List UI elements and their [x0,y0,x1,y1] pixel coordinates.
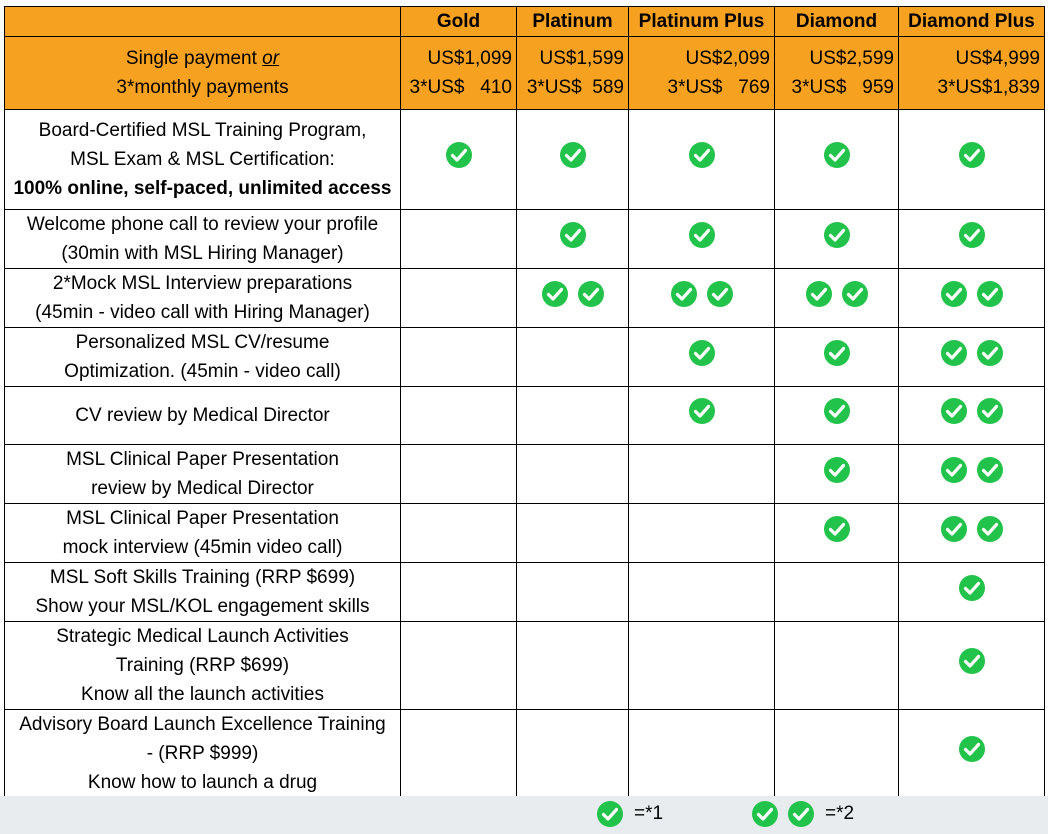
check-cell-gold [401,269,517,328]
check-cell-diamond-plus [899,445,1045,504]
check-circle-icon [751,800,779,828]
feature-row [5,563,1045,622]
check-cell-gold [401,110,517,210]
check-circle-icon [976,456,1004,484]
check-circle-icon [541,280,569,308]
check-circle-icon [787,800,815,828]
check-group [688,141,716,169]
check-cell-diamond [775,269,899,328]
feature-label-line: Board-Certified MSL Training Program, [38,120,367,141]
feature-label-cell [5,710,401,798]
check-group [958,141,986,169]
feature-label-line: MSL Exam & MSL Certification: [70,149,335,170]
feature-label-line: Know how to launch a drug [87,772,318,793]
check-circle-icon [823,515,851,543]
check-circle-icon [688,339,716,367]
check-group [823,515,851,543]
feature-row [5,210,1045,269]
check-cell-platinum-plus [629,710,775,798]
check-circle-icon [823,141,851,169]
feature-label-line: Personalized MSL CV/resume [75,332,330,353]
feature-label-line: Optimization. (45min - video call) [64,361,341,382]
feature-label-line: MSL Clinical Paper Presentation [66,508,339,529]
tier-platinum-plus-header: Platinum Plus [629,7,775,37]
check-group [688,397,716,425]
tier-platinum-header: Platinum [517,7,629,37]
price-single: US$1,599 [539,48,624,69]
payment-label-monthly: 3*monthly payments [116,77,289,98]
check-circle-icon [596,800,624,828]
check-cell-gold [401,622,517,710]
check-circle-icon [805,280,833,308]
feature-label-cell [5,563,401,622]
check-cell-diamond [775,328,899,387]
check-circle-icon [688,221,716,249]
feature-label-line: Know all the launch activities [81,684,324,705]
check-group [559,221,587,249]
price-diamond [775,37,899,110]
check-cell-platinum [517,504,629,563]
price-platinum-plus [629,37,775,110]
feature-row [5,269,1045,328]
feature-label-line: review by Medical Director [91,478,314,499]
check-group [688,221,716,249]
feature-row [5,110,1045,210]
check-cell-gold [401,445,517,504]
check-cell-diamond-plus [899,563,1045,622]
price-monthly: 3*US$ 959 [791,77,894,98]
feature-label-line: Welcome phone call to review your profile [26,214,379,235]
check-cell-diamond [775,387,899,445]
check-cell-platinum-plus [629,387,775,445]
check-circle-icon [823,397,851,425]
check-cell-platinum [517,110,629,210]
check-group [823,141,851,169]
check-cell-gold [401,328,517,387]
check-circle-icon [559,141,587,169]
check-cell-diamond [775,622,899,710]
price-monthly: 3*US$ 589 [526,77,624,98]
check-circle-icon [976,280,1004,308]
check-cell-diamond [775,445,899,504]
check-circle-icon [958,735,986,763]
check-group [823,456,851,484]
check-cell-platinum [517,210,629,269]
check-circle-icon [706,280,734,308]
feature-label-line: CV review by Medical Director [75,405,330,426]
price-single: US$2,099 [685,48,770,69]
legend-single [596,800,663,828]
check-cell-diamond-plus [899,110,1045,210]
legend-double-label: =*2 [825,803,855,824]
feature-row [5,445,1045,504]
check-group [823,221,851,249]
check-circle-icon [670,280,698,308]
check-cell-diamond [775,210,899,269]
feature-rows [5,110,1045,798]
check-cell-gold [401,710,517,798]
check-circle-icon [688,397,716,425]
check-cell-gold [401,563,517,622]
check-cell-platinum-plus [629,328,775,387]
check-group [559,141,587,169]
check-group [958,221,986,249]
check-cell-platinum-plus [629,504,775,563]
check-group [958,574,986,602]
check-group [688,339,716,367]
feature-label-line: Strategic Medical Launch Activities [56,626,349,647]
feature-label-line: mock interview (45min video call) [62,537,343,558]
check-cell-diamond-plus [899,622,1045,710]
check-cell-platinum-plus [629,445,775,504]
check-cell-diamond-plus [899,504,1045,563]
feature-label-cell [5,622,401,710]
feature-row [5,710,1045,798]
check-circle-icon [976,397,1004,425]
feature-row [5,622,1045,710]
check-cell-platinum [517,387,629,445]
check-group [958,647,986,675]
check-cell-gold [401,504,517,563]
price-single: US$1,099 [427,48,512,69]
check-cell-diamond-plus [899,269,1045,328]
check-circle-icon [940,280,968,308]
price-platinum [517,37,629,110]
check-cell-diamond-plus [899,210,1045,269]
check-circle-icon [958,647,986,675]
check-circle-icon [958,221,986,249]
check-circle-icon [958,141,986,169]
check-circle-icon [559,221,587,249]
check-cell-gold [401,210,517,269]
feature-label-line: MSL Soft Skills Training (RRP $699) [49,567,356,588]
check-cell-platinum-plus [629,110,775,210]
legend-double [751,800,854,828]
price-diamond-plus [899,37,1045,110]
feature-label-line: (45min - video call with Hiring Manager) [35,302,370,323]
feature-label-line: MSL Clinical Paper Presentation [66,449,339,470]
feature-row [5,504,1045,563]
check-cell-platinum [517,328,629,387]
check-circle-icon [841,280,869,308]
check-circle-icon [940,515,968,543]
feature-label-line: Show your MSL/KOL engagement skills [35,596,370,617]
check-cell-diamond [775,563,899,622]
check-circle-icon [688,141,716,169]
check-group [823,339,851,367]
feature-label-line: - (RRP $999) [146,743,259,764]
pricing-table [4,6,1045,798]
feature-label-cell [5,445,401,504]
feature-label-bold: 100% online, self-paced, unlimited access [13,178,392,199]
check-group [940,456,1004,484]
legend-bar [0,796,1048,834]
header-corner-cell [5,7,401,37]
price-single: US$4,999 [955,48,1040,69]
price-monthly: 3*US$ 769 [667,77,770,98]
price-single: US$2,599 [809,48,894,69]
check-circle-icon [445,141,473,169]
check-group [940,339,1004,367]
check-cell-platinum [517,622,629,710]
check-group [823,397,851,425]
check-cell-platinum-plus [629,563,775,622]
payment-label-single: Single payment [125,48,263,69]
check-cell-platinum [517,269,629,328]
check-cell-platinum [517,710,629,798]
feature-label-line: Advisory Board Launch Excellence Training [19,714,386,735]
check-cell-platinum-plus [629,622,775,710]
feature-label-cell [5,110,401,210]
feature-row [5,328,1045,387]
legend-double-checks [751,800,815,828]
check-circle-icon [823,339,851,367]
price-monthly: 3*US$1,839 [937,77,1040,98]
payment-label-or: or [262,48,280,69]
check-circle-icon [940,339,968,367]
price-monthly: 3*US$ 410 [409,77,512,98]
check-cell-diamond [775,710,899,798]
check-circle-icon [976,339,1004,367]
feature-label-cell [5,504,401,563]
check-circle-icon [958,574,986,602]
check-cell-platinum [517,445,629,504]
check-group [940,515,1004,543]
check-circle-icon [940,397,968,425]
check-group [445,141,473,169]
feature-label-cell [5,210,401,269]
payment-label-cell [5,37,401,110]
check-cell-platinum-plus [629,210,775,269]
check-circle-icon [823,221,851,249]
check-cell-gold [401,387,517,445]
feature-label-cell [5,269,401,328]
feature-label-cell [5,328,401,387]
price-gold [401,37,517,110]
check-cell-diamond [775,110,899,210]
check-group [670,280,734,308]
check-cell-platinum-plus [629,269,775,328]
feature-label-line: 2*Mock MSL Interview preparations [52,273,353,294]
legend-single-label: =*1 [634,803,664,824]
feature-label-cell [5,387,401,445]
check-cell-diamond-plus [899,710,1045,798]
tier-gold-header: Gold [401,7,517,37]
check-cell-platinum [517,563,629,622]
check-group [541,280,605,308]
check-cell-diamond-plus [899,387,1045,445]
price-row [5,37,1045,110]
check-group [940,397,1004,425]
feature-row [5,387,1045,445]
tier-diamond-header: Diamond [775,7,899,37]
check-group [958,735,986,763]
feature-label-line: (30min with MSL Hiring Manager) [61,243,344,264]
check-circle-icon [940,456,968,484]
check-circle-icon [976,515,1004,543]
check-group [805,280,869,308]
check-circle-icon [823,456,851,484]
tier-header-row [5,7,1045,37]
check-circle-icon [577,280,605,308]
tier-diamond-plus-header: Diamond Plus [899,7,1045,37]
legend-single-checks [596,800,624,828]
feature-label-line: Training (RRP $699) [115,655,290,676]
check-group [940,280,1004,308]
check-cell-diamond-plus [899,328,1045,387]
check-cell-diamond [775,504,899,563]
